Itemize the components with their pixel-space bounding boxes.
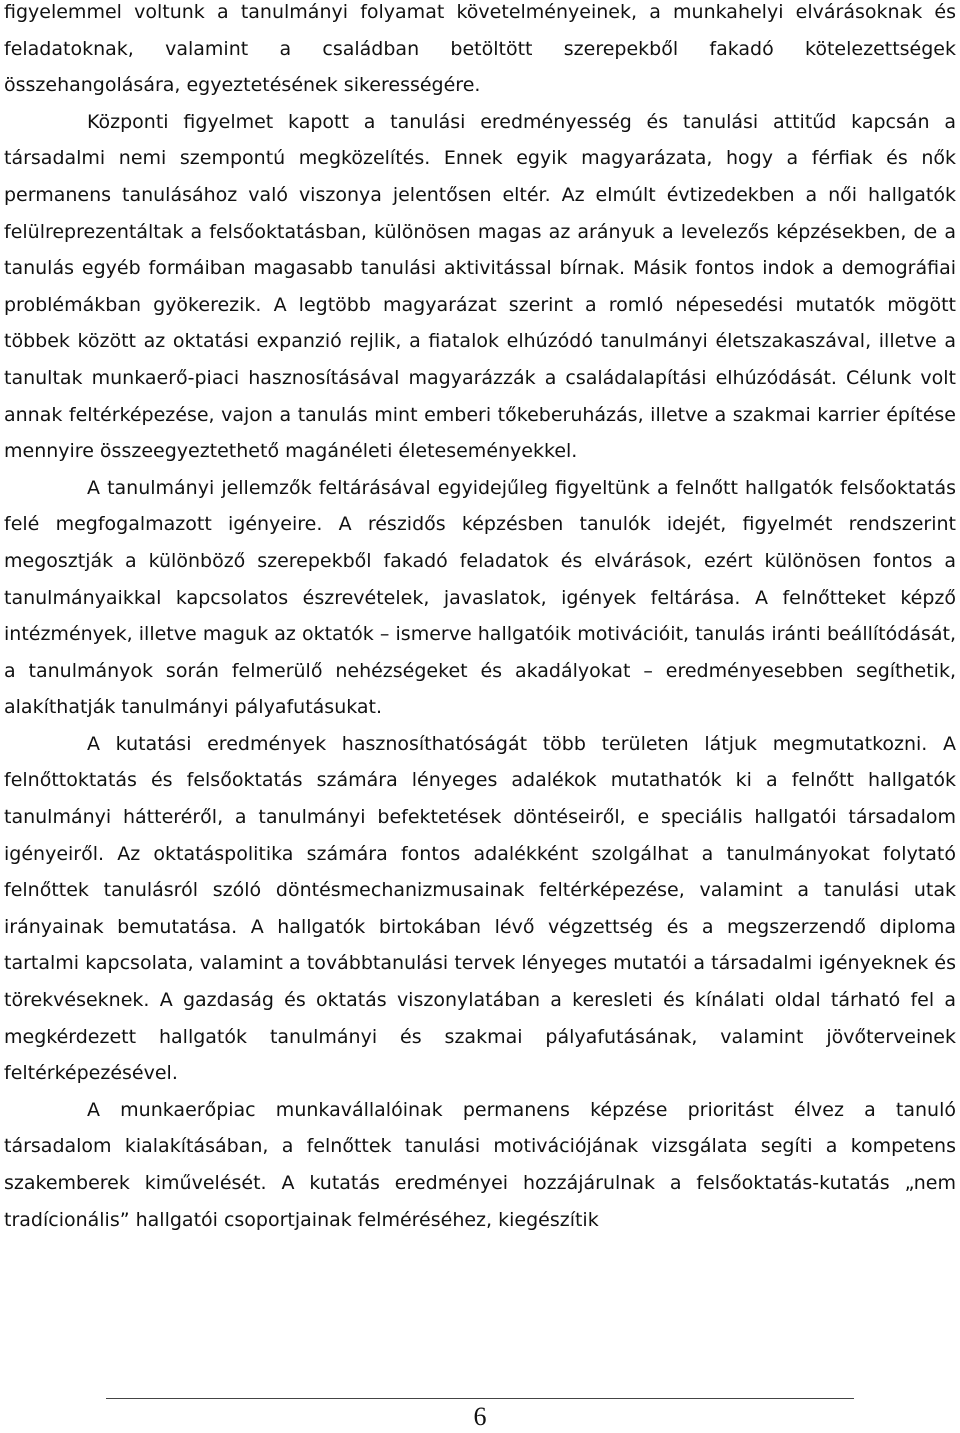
paragraph-research-utility: A kutatási eredmények hasznosíthatóságát több területen látjuk megmutatkozni. A felnőttoktatás és felsőoktatás számára lényeges adalékok mutathatók ki a felnőtt hallgatók tanulmányi hátteréről, a tanulmányi befektetések döntéseiről, e speciális hallgatói társadalom igényeiről. Az oktatáspolitika számára fontos adalékként szolgálhat a tanulmányokat folytató felnőttek tanulásról szóló döntésmechanizmusainak feltérképezése, valamint a tanulási utak irányainak bemutatása. A hallgatók birtokában lévő végzettség és a megszerzendő diploma tartalmi kapcsolata, valamint a továbbtanulási tervek lényeges mutatói a társadalmi igényeknek és törekvéseknek. A gazdaság és oktatás viszonylatában a keresleti és kínálati oldal tárható fel a megkérdezett hallgatók tanulmányi és szakmai pályafutásának, valamint jövőterveinek feltérképezésével. bbox=[4, 732, 956, 1085]
paragraph-continuation: figyelemmel voltunk a tanulmányi folyamat követelményeinek, a munkahelyi elvárásoknak és feladatoknak, valamint a családban betöltött szerepekből fakadó kötelezettségek összehangolására, egyeztetésének sikerességére. bbox=[4, 1, 956, 97]
paragraph-gender-perspective: Központi figyelmet kapott a tanulási eredményesség és tanulási attitűd kapcsán a társadalmi nemi szempontú megközelítés. Ennek egyik magyarázata, hogy a férfiak és nők permanens tanulásához való viszonya jelentősen eltér. Az elmúlt évtizedekben a női hallgatók felülreprezentáltak a felsőoktatásban, különösen magas az arányuk a levelezős képzésekben, de a tanulás egyéb formáiban magasabb tanulási aktivitással bírnak. Másik fontos indok a demográfiai problémákban gyökerezik. A legtöbb magyarázat szerint a romló népesedési mutatók mögött többek között az oktatási expanzió rejlik, a fiatalok elhúzódó tanulmányi életszakaszával, illetve a tanultak munkaerő-piaci hasznosításával magyarázzák a családalapítási elhúzódását. Célunk volt annak feltérképezése, vajon a tanulás mint emberi tőkeberuházás, illetve a szakmai karrier építése mennyire összeegyeztethető magánéleti életeseményekkel. bbox=[4, 110, 956, 463]
paragraph-student-needs: A tanulmányi jellemzők feltárásával egyidejűleg figyeltünk a felnőtt hallgatók felsőoktatás felé megfogalmazott igényeire. A részidős képzésben tanulók idejét, figyelmét rendszerint megosztják a különböző szerepekből fakadó feladatok és elvárások, ezért különösen fontos a tanulmányaikkal kapcsolatos észrevételek, javaslatok, igények feltárása. A felnőtteket képző intézmények, illetve maguk az oktatók – ismerve hallgatóik motivációit, tanulás iránti beállítódását, a tanulmányok során felmerülő nehézségeket és akadályokat – eredményesebben segíthetik, alakíthatják tanulmányi pályafutásukat. bbox=[4, 476, 956, 719]
page-number: 6 bbox=[473, 1402, 487, 1431]
paragraph-labour-market: A munkaerőpiac munkavállalóinak permanens képzése prioritást élvez a tanuló társadalom kialakításában, a felnőttek tanulási motivációjának vizsgálata segíti a kompetens szakemberek kiművelését. A kutatás eredményei hozzájárulnak a felsőoktatás-kutatás „nem tradícionális” hallgatói csoportjainak felméréséhez, kiegészítik bbox=[4, 1098, 956, 1231]
document-body bbox=[4, 0, 956, 1238]
footer-divider bbox=[106, 1398, 854, 1399]
